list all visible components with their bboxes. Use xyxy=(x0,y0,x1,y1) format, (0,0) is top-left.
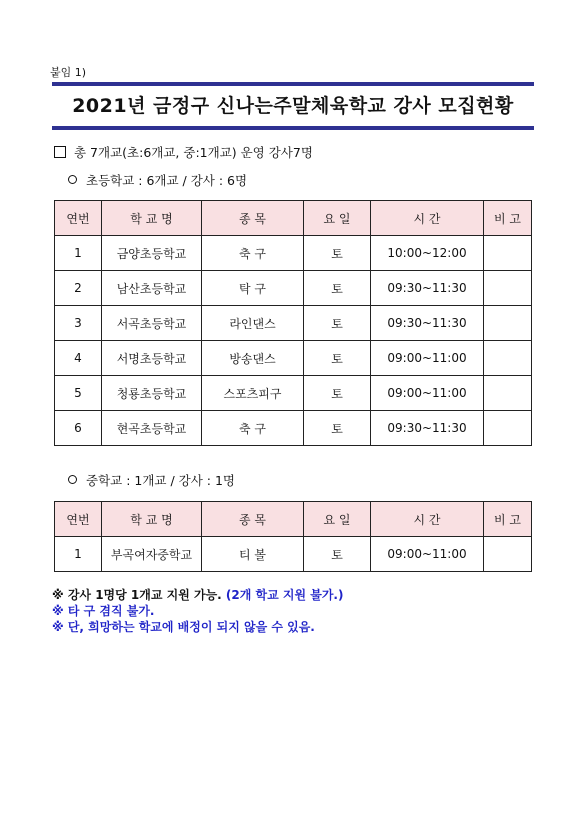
header-cell: 비 고 xyxy=(484,502,532,537)
table-cell: 탁 구 xyxy=(202,271,304,306)
table-cell: 방송댄스 xyxy=(202,341,304,376)
title-bottom-rule xyxy=(52,126,534,130)
table-cell: 10:00~12:00 xyxy=(371,236,484,271)
table-header-row xyxy=(55,502,532,537)
table-row xyxy=(55,236,532,271)
table-cell xyxy=(484,271,532,306)
table-cell: 토 xyxy=(304,537,371,572)
elementary-heading-text: 초등학교 : 6개교 / 강사 : 6명 xyxy=(86,173,248,188)
table-row xyxy=(55,341,532,376)
table-cell: 5 xyxy=(55,376,102,411)
table-cell: 09:30~11:30 xyxy=(371,411,484,446)
table-cell xyxy=(484,341,532,376)
table-cell: 09:00~11:00 xyxy=(371,341,484,376)
header-cell: 학 교 명 xyxy=(102,201,202,236)
table-cell xyxy=(484,306,532,341)
note-line-3: ※ 단, 희망하는 학교에 배정이 되지 않을 수 있음. xyxy=(52,620,315,634)
header-cell: 비 고 xyxy=(484,201,532,236)
summary-text: 총 7개교(초:6개교, 중:1개교) 운영 강사7명 xyxy=(74,145,313,160)
header-cell: 연번 xyxy=(55,201,102,236)
table-cell: 토 xyxy=(304,306,371,341)
table-header-row xyxy=(55,201,532,236)
circle-bullet-icon xyxy=(68,475,77,484)
table-cell: 축 구 xyxy=(202,411,304,446)
attachment-label: 붙임 1) xyxy=(50,66,87,79)
note-1-emphasis: (2개 학교 지원 불가.) xyxy=(225,588,344,602)
table-cell: 티 볼 xyxy=(202,537,304,572)
note-1-text: ※ 강사 1명당 1개교 지원 가능. xyxy=(52,588,222,602)
header-cell: 연번 xyxy=(55,502,102,537)
table-cell: 09:00~11:00 xyxy=(371,376,484,411)
middle-heading xyxy=(68,471,235,489)
header-cell: 요 일 xyxy=(304,502,371,537)
table-cell: 토 xyxy=(304,236,371,271)
table-cell: 현곡초등학교 xyxy=(102,411,202,446)
square-bullet-icon xyxy=(54,146,66,158)
header-cell: 종 목 xyxy=(202,201,304,236)
table-cell: 스포츠피구 xyxy=(202,376,304,411)
table-row xyxy=(55,306,532,341)
table-cell: 부곡여자중학교 xyxy=(102,537,202,572)
table-cell: 라인댄스 xyxy=(202,306,304,341)
table-cell: 2 xyxy=(55,271,102,306)
header-cell: 학 교 명 xyxy=(102,502,202,537)
table-cell: 토 xyxy=(304,411,371,446)
table-cell: 4 xyxy=(55,341,102,376)
note-line-1 xyxy=(52,587,343,603)
table-cell: 청룡초등학교 xyxy=(102,376,202,411)
table-cell: 서명초등학교 xyxy=(102,341,202,376)
table-row xyxy=(55,411,532,446)
table-cell xyxy=(484,236,532,271)
summary-line xyxy=(54,143,313,161)
elementary-table xyxy=(54,200,532,446)
table-cell: 토 xyxy=(304,341,371,376)
table-cell: 남산초등학교 xyxy=(102,271,202,306)
table-row xyxy=(55,376,532,411)
circle-bullet-icon xyxy=(68,175,77,184)
table-cell: 토 xyxy=(304,271,371,306)
header-cell: 시 간 xyxy=(371,502,484,537)
middle-heading-text: 중학교 : 1개교 / 강사 : 1명 xyxy=(86,473,235,488)
middle-table xyxy=(54,501,532,572)
page-title: 2021년 금정구 신나는주말체육학교 강사 모집현황 xyxy=(72,95,514,117)
header-cell: 요 일 xyxy=(304,201,371,236)
table-cell xyxy=(484,411,532,446)
table-row xyxy=(55,537,532,572)
table-cell: 축 구 xyxy=(202,236,304,271)
title-banner xyxy=(52,82,534,130)
note-line-2: ※ 타 구 겸직 불가. xyxy=(52,604,155,618)
table-cell: 3 xyxy=(55,306,102,341)
table-cell: 토 xyxy=(304,376,371,411)
table-cell: 09:00~11:00 xyxy=(371,537,484,572)
table-cell: 1 xyxy=(55,537,102,572)
header-cell: 시 간 xyxy=(371,201,484,236)
table-cell: 서곡초등학교 xyxy=(102,306,202,341)
table-cell xyxy=(484,537,532,572)
table-cell: 1 xyxy=(55,236,102,271)
table-cell: 09:30~11:30 xyxy=(371,271,484,306)
table-cell: 금양초등학교 xyxy=(102,236,202,271)
table-row xyxy=(55,271,532,306)
notes xyxy=(52,587,343,635)
table-cell xyxy=(484,376,532,411)
elementary-heading xyxy=(68,171,247,189)
table-cell: 6 xyxy=(55,411,102,446)
table-cell: 09:30~11:30 xyxy=(371,306,484,341)
header-cell: 종 목 xyxy=(202,502,304,537)
